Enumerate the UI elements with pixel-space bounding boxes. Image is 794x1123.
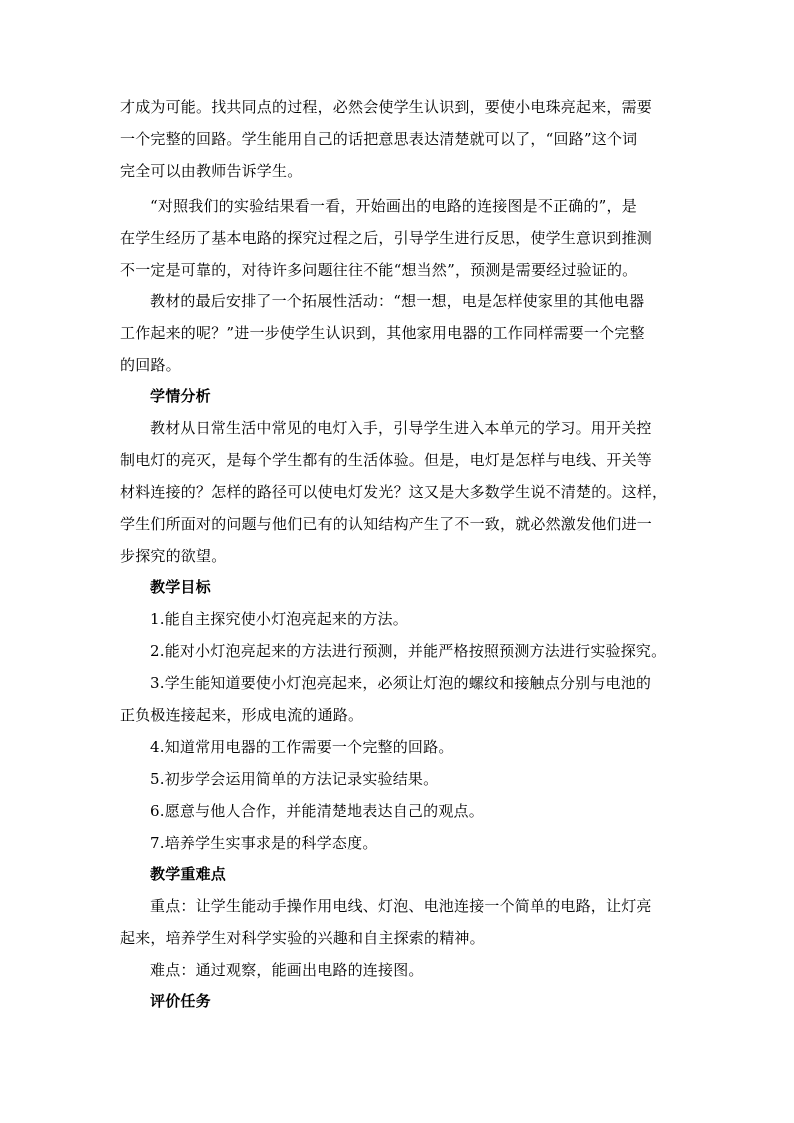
goal-item-1: 1.能自主探究使小灯泡亮起来的方法。 (150, 610, 408, 628)
intro-paragraph-1-line-2: 一个完整的回路。学生能用自己的话把意思表达清楚就可以了，“回路”这个词 (120, 130, 638, 148)
section-heading-teaching-goals: 教学目标 (150, 578, 211, 596)
section-heading-student-analysis: 学情分析 (150, 387, 211, 405)
intro-paragraph-1-line-3: 完全可以由教师告诉学生。 (120, 162, 303, 180)
goal-item-2: 2.能对小灯泡亮起来的方法进行预测，并能严格按照预测方法进行实验探究。 (150, 642, 667, 660)
intro-paragraph-2-line-3: 不一定是可靠的，对待许多问题往往不能“想当然”，预测是需要经过验证的。 (120, 261, 638, 279)
goal-item-4: 4.知道常用电器的工作需要一个完整的回路。 (150, 738, 454, 756)
difficulty-line: 难点：通过观察，能画出电路的连接图。 (150, 961, 424, 979)
key-point-line-2: 起来，培养学生对科学实验的兴趣和自主探索的精神。 (120, 929, 485, 947)
goal-item-7: 7.培养学生实事求是的科学态度。 (150, 834, 378, 852)
intro-paragraph-1-line-1: 才成为可能。找共同点的过程，必然会使学生认识到，要使小电珠亮起来，需要 (120, 98, 653, 116)
student-analysis-line-2: 制电灯的亮灭，是每个学生都有的生活体验。但是，电灯是怎样与电线、开关等 (120, 451, 653, 469)
intro-paragraph-3-line-2: 工作起来的呢？”进一步使学生认识到，其他家用电器的工作同样需要一个完整 (120, 324, 645, 342)
intro-paragraph-2-line-2: 在学生经历了基本电路的探究过程之后，引导学生进行反思，使学生意识到推测 (120, 229, 653, 247)
intro-paragraph-3-line-3: 的回路。 (120, 356, 181, 374)
goal-item-3-continued: 正负极连接起来，形成电流的通路。 (120, 706, 364, 724)
goal-item-5: 5.初步学会运用简单的方法记录实验结果。 (150, 770, 439, 788)
section-heading-key-points: 教学重难点 (150, 865, 227, 883)
student-analysis-line-5: 步探究的欲望。 (120, 547, 227, 565)
key-point-line-1: 重点：让学生能动手操作用电线、灯泡、电池连接一个简单的电路，让灯亮 (150, 897, 652, 915)
student-analysis-line-1: 教材从日常生活中常见的电灯入手，引导学生进入本单元的学习。用开关控 (150, 419, 652, 437)
intro-paragraph-2-line-1: “对照我们的实验结果看一看，开始画出的电路的连接图是不正确的”，是 (150, 197, 637, 215)
goal-item-3: 3.学生能知道要使小灯泡亮起来，必须让灯泡的螺纹和接触点分别与电池的 (150, 674, 652, 692)
goal-item-6: 6.愿意与他人合作，并能清楚地表达自己的观点。 (150, 802, 484, 820)
section-heading-evaluation-tasks: 评价任务 (150, 992, 211, 1010)
student-analysis-line-4: 学生们所面对的问题与他们已有的认知结构产生了不一致，就必然激发他们进一 (120, 515, 653, 533)
student-analysis-line-3: 材料连接的？怎样的路径可以使电灯发光？这又是大多数学生说不清楚的。这样， (120, 483, 668, 501)
intro-paragraph-3-line-1: 教材的最后安排了一个拓展性活动：“想一想，电是怎样使家里的其他电器 (150, 292, 645, 310)
